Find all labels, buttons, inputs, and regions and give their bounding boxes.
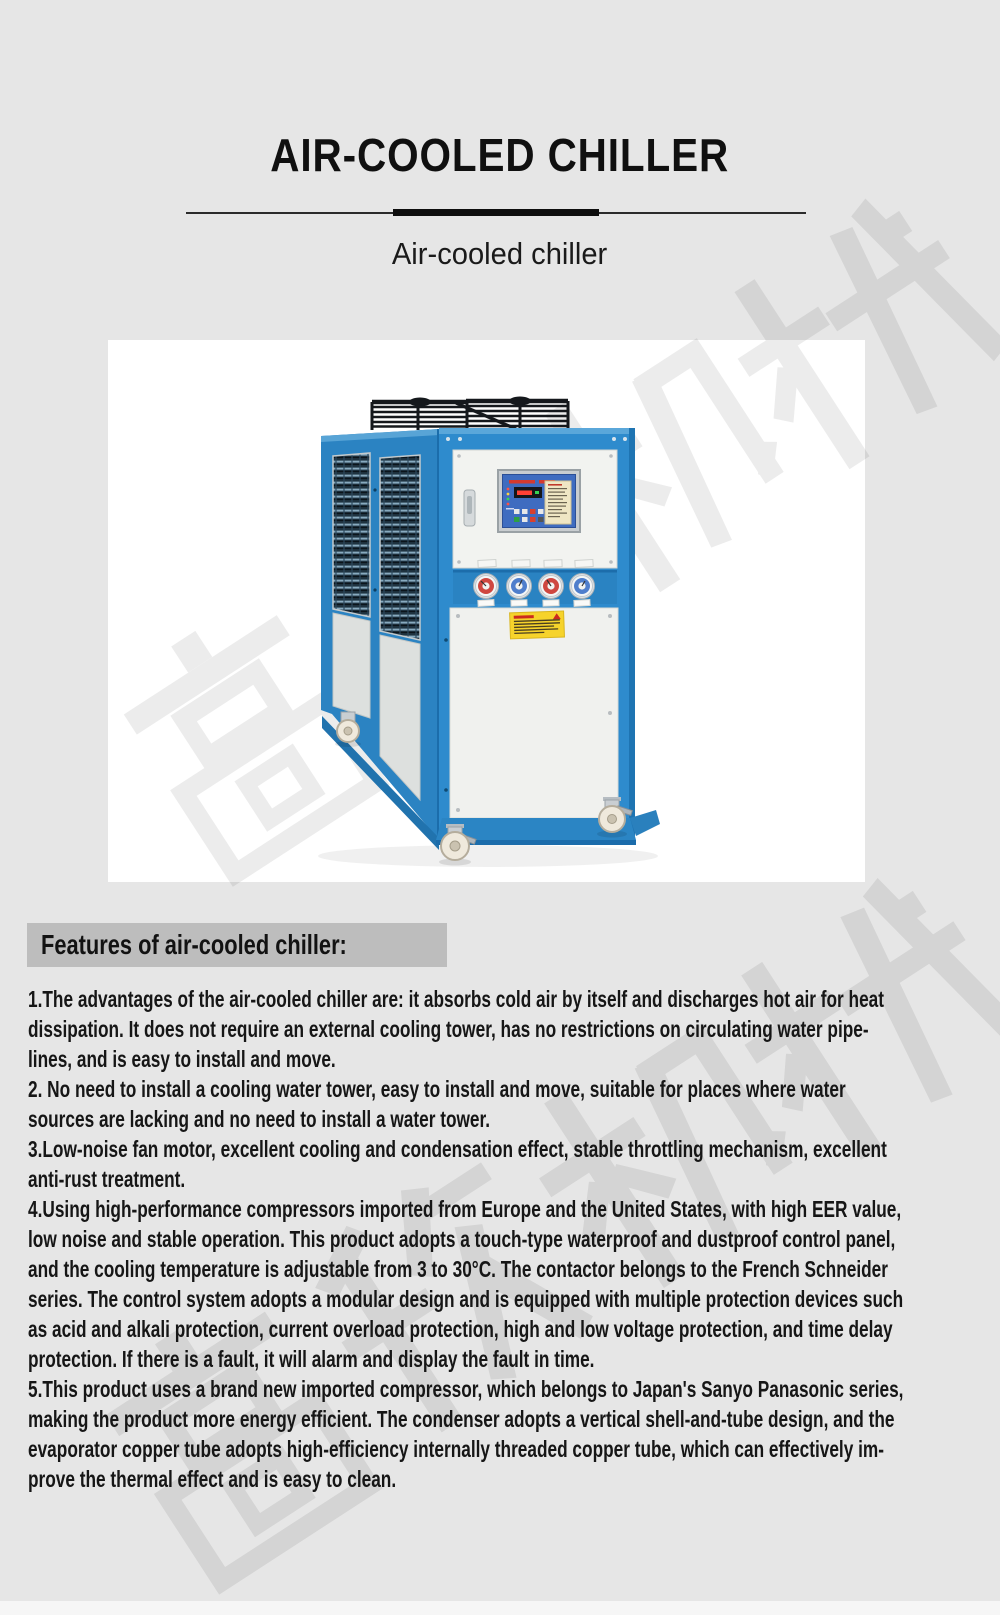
feature-text-line: protection. If there is a fault, it will alarm and display the fault in time. xyxy=(28,1346,595,1372)
machine-front-face xyxy=(436,428,660,845)
feature-text-line: 5.This product uses a brand new imported compressor, which belongs to Japan's Sanyo Panasonic series, xyxy=(28,1376,904,1402)
instruction-label xyxy=(545,481,571,524)
feature-text-line: as acid and alkali protection, current overload protection, high and low voltage protection, and time delay xyxy=(28,1316,893,1342)
page-subtitle: Air-cooled chiller xyxy=(392,236,608,271)
feature-text-line: series. The control system adopts a modular design and is equipped with multiple protection devices such xyxy=(28,1286,904,1312)
machine-side-face xyxy=(321,429,440,850)
footer-strip xyxy=(0,1601,1000,1615)
louver-panel xyxy=(333,453,370,617)
chiller-machine-illustration xyxy=(108,340,865,882)
warning-label xyxy=(510,611,565,639)
feature-text-line: dissipation. It does not require an external cooling tower, has no restrictions on circulating water pipe- xyxy=(28,1016,869,1042)
feature-text-line: anti-rust treatment. xyxy=(28,1166,186,1192)
fan-guards xyxy=(372,397,568,431)
page-title: AIR-COOLED CHILLER xyxy=(270,129,730,181)
product-photo xyxy=(108,340,865,882)
ground-shadow xyxy=(318,845,658,867)
louver-panel xyxy=(380,455,420,640)
feature-text-line: and the cooling temperature is adjustable from 3 to 30°C. The contactor belongs to the French Schneider xyxy=(28,1256,888,1282)
title-divider xyxy=(186,209,806,216)
feature-text-line: low noise and stable operation. This product adopts a touch-type waterproof and dustproof control panel, xyxy=(28,1226,896,1252)
features-heading: Features of air-cooled chiller: xyxy=(27,923,447,967)
feature-text-line: 4.Using high-performance compressors imported from Europe and the United States, with high EER value, xyxy=(28,1196,902,1222)
feature-text-line: sources are lacking and no need to install a water tower. xyxy=(28,1106,491,1132)
feature-text-line: 1.The advantages of the air-cooled chiller are: it absorbs cold air by itself and discharges hot air for heat xyxy=(28,986,885,1012)
feature-text-line: making the product more energy efficient. The condenser adopts a vertical shell-and-tube design, and the xyxy=(28,1406,895,1432)
feature-text-line: evaporator copper tube adopts high-efficiency internally threaded copper tube, which can effectively im- xyxy=(28,1436,884,1462)
side-lower-panel xyxy=(333,613,370,718)
feature-text-line: 2. No need to install a cooling water tower, easy to install and move, suitable for places where water xyxy=(28,1076,846,1102)
temperature-controller xyxy=(498,470,580,532)
feature-text-line: lines, and is easy to install and move. xyxy=(28,1046,336,1072)
feature-text-line: prove the thermal effect and is easy to clean. xyxy=(28,1466,397,1492)
feature-paragraphs xyxy=(28,984,972,1494)
feature-text-line: 3.Low-noise fan motor, excellent cooling and condensation effect, stable throttling mechanism, excellent xyxy=(28,1136,887,1162)
door-handle xyxy=(464,490,475,526)
lower-access-panel xyxy=(450,608,618,818)
